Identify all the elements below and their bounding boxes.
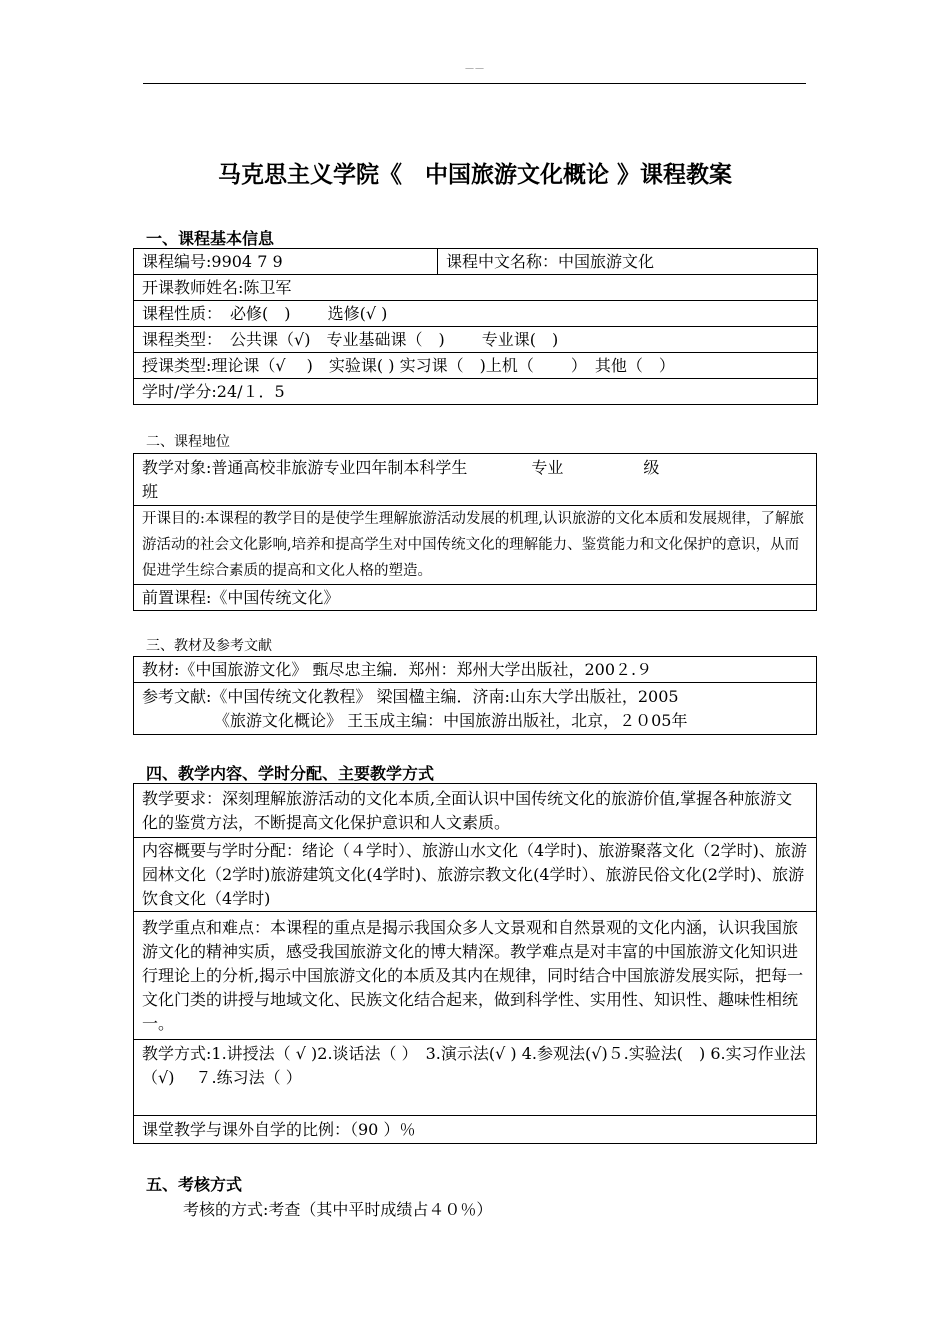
section1-heading: 一、课程基本信息: [146, 229, 275, 248]
content-outline: 内容概要与学时分配：绪论（４学时）、旅游山水文化（4学时)、旅游聚落文化（2学时)、旅游园林文化（2学时)旅游建筑文化(4学时)、旅游宗教文化(4学时）、旅游民俗文化(2学时)、旅游饮食文化（4学时): [134, 838, 817, 912]
section2-heading: 二、课程地位: [146, 434, 230, 450]
teaching-target: 教学对象:普通高校非旅游专业四年制本科学生 专业 级 班: [134, 454, 817, 506]
teaching-methods: 教学方式:1.讲授法（ √ )2.谈话法（ ） 3.演示法(√ ) 4.参观法(√)５.实验法( ) 6.实习作业法（√) ７.练习法（ ）: [134, 1040, 817, 1116]
teaching-type: 授课类型:理论课（√ ) 实验课( ) 实习课（ )上机（ ） 其他（ ）: [134, 353, 818, 379]
document-title: 马克思主义学院《 中国旅游文化概论 》课程教案: [217, 162, 732, 188]
course-name: 课程中文名称：中国旅游文化: [438, 249, 818, 275]
key-points: 教学重点和难点：本课程的重点是揭示我国众多人文景观和自然景观的文化内涵，认识我国旅游文化的精神实质，感受我国旅游文化的博大精深。教学难点是对丰富的中国旅游文化知识进行理论上的分析,揭示中国旅游文化的本质及其内在规律，同时结合中国旅游发展实际，把每一文化门类的讲授与地域文化、民族文化结合起来，做到科学性、实用性、知识性、趣味性相统一。: [134, 912, 817, 1040]
teaching-ratio: 课堂教学与课外自学的比例：（90 ）％: [134, 1116, 817, 1144]
teacher-name: 开课教师姓名:陈卫军: [134, 275, 818, 301]
header-rule: [143, 83, 806, 84]
course-info-table: [133, 248, 818, 405]
hours-credits: 学时/学分:24/１．5: [134, 379, 818, 405]
course-purpose: 开课目的:本课程的教学目的是使学生理解旅游活动发展的机理,认识旅游的文化本质和发展规律，了解旅游活动的社会文化影响,培养和提高学生对中国传统文化的理解能力、鉴赏能力和文化保护的意识，从而促进学生综合素质的提高和文化人格的塑造。: [134, 506, 817, 585]
course-position-table: [133, 453, 817, 611]
section3-heading: 三、教材及参考文献: [146, 638, 272, 654]
section5-heading: 五、考核方式: [146, 1175, 243, 1194]
course-code: 课程编号:9904 7 9: [134, 249, 438, 275]
assessment-method: 考核的方式:考查（其中平时成绩占４０％）: [183, 1200, 493, 1219]
teaching-requirements: 教学要求：深刻理解旅游活动的文化本质,全面认识中国传统文化的旅游价值,掌握各种旅游文化的鉴赏方法，不断提高文化保护意识和人文素质。: [134, 784, 817, 838]
textbook: 教材:《中国旅游文化》 甄尽忠主编．郑州：郑州大学出版社，200２.９: [134, 657, 817, 683]
course-type: 课程类型： 公共课（√) 专业基础课（ ) 专业课( ): [134, 327, 818, 353]
course-nature: 课程性质： 必修( ) 选修(√ ): [134, 301, 818, 327]
section4-heading: 四、教学内容、学时分配、主要教学方式: [146, 764, 435, 783]
references: 参考文献:《中国传统文化教程》 梁国楹主编．济南:山东大学出版社，2005 《旅游文化概论》 王玉成主编：中国旅游出版社，北京，２０05年: [134, 683, 817, 735]
teaching-content-table: [133, 783, 817, 1144]
prerequisite-course: 前置课程:《中国传统文化》: [134, 585, 817, 611]
header-mark: ——: [465, 64, 485, 74]
textbook-table: [133, 656, 817, 735]
